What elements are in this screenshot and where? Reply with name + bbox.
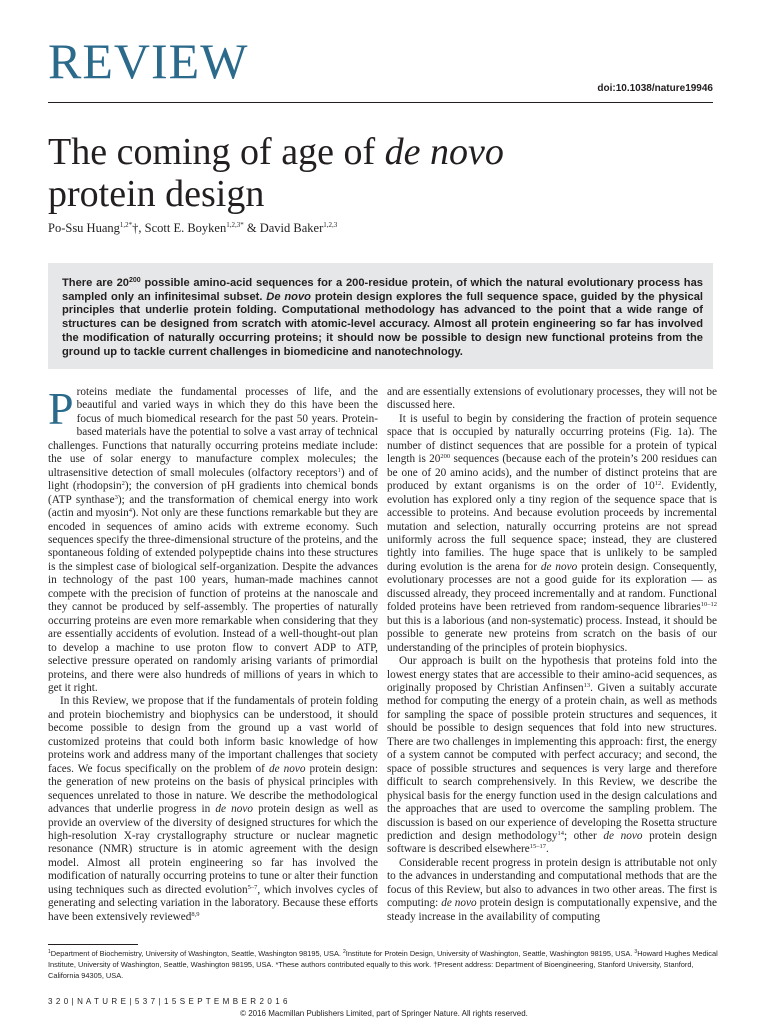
abstract-box bbox=[48, 263, 713, 369]
text-run: ). Not only are these functions remarkable but they are encoded in sequences of amino acids with extreme economy. Such sequences specify the three-dimensional structure of the proteins, and the spontaneous folding of extended polypeptide chains into these structures is the simplest case of biological self-organization. Despite the advances in technology of the past 100 years, human-made machines cannot compete with the precision of function of proteins at the nanoscale and they cannot be produced by self-assembly. The properties of naturally occurring proteins are even more remarkable when considering that they are essentially accidents of evolution. Instead of a well-thought-out plan to develop a machine to use proton flow to convert ADP to ATP, selective pressure operated on randomly arising variants of primordial proteins, and there were also hundreds of millions of years in which to get it right. bbox=[48, 507, 378, 694]
body-paragraph bbox=[48, 383, 378, 695]
text-run: ; other bbox=[563, 829, 604, 842]
affiliations bbox=[48, 948, 718, 981]
text-run: protein design as well as provide an overview of the diversity of designed structures for which the high-resolution X-ray crystallography structure or nuclear magnetic resonance (NMR) structure is in atomic agreement with the design model. Almost all protein engineering so far has involved the modification of naturally occurring proteins to tune or alter their function using techniques such as directed evolution bbox=[48, 803, 378, 896]
affiliation-text: Department of Biochemistry, University of Washington, Seattle, Washington 98195, USA. bbox=[50, 949, 343, 958]
text-run: . bbox=[546, 843, 549, 856]
copyright-notice: © 2016 Macmillan Publishers Limited, part of Springer Nature. All rights reserved. bbox=[240, 1009, 528, 1018]
affiliation-mark: 1 bbox=[48, 949, 51, 955]
text-run: roteins mediate the fundamental processes of life, and the beautiful and varied ways in which they do this have been the focus of much biomedical research for the past 50 years. Protein-based materials have the potential to solve a vast array of technical challenges. Functions that naturally occurring proteins mediate include: the use of solar energy to manufacture complex molecules; the ultrasensitive detection of small molecules (olfactory receptors bbox=[48, 386, 378, 479]
title-italic: de novo bbox=[384, 131, 504, 173]
italic-term: de novo bbox=[215, 803, 254, 816]
abstract-segment: possible amino-acid sequences for a 200-residue protein, of which the natural evolutionary process has sampled only an infinitesimal subset. bbox=[62, 277, 703, 303]
body-column-right bbox=[387, 386, 717, 924]
body-paragraph bbox=[48, 695, 378, 924]
abstract-text bbox=[62, 277, 703, 359]
author-marks: 1,2* bbox=[119, 221, 133, 229]
title-suffix: protein design bbox=[48, 173, 265, 215]
affiliation-text: Institute for Protein Design, University of Washington, Seattle, Washington 98195, USA. bbox=[345, 949, 635, 958]
body-paragraph bbox=[387, 655, 717, 857]
abstract-segment: protein design explores the full sequence space, guided by the physical principles that underlie protein folding. Computational methodology has advanced to the point that a wide range of structures can be designed from scratch with atomic-level accuracy. Almost all protein engineering so far has involved the modification of naturally occurring proteins; it should now be possible to design new functional proteins from the ground up to tackle current challenges in biomedicine and nanotechnology. bbox=[62, 290, 703, 358]
body-paragraph bbox=[387, 413, 717, 655]
italic-term: de novo bbox=[603, 829, 643, 842]
text-run: In this Review, we propose that if the fundamentals of protein folding and protein biochemistry and biophysics can be understood, it should become possible to design from the ground up a vast world of customized proteins that could both inform basic knowledge of how proteins work and address many of the important challenges that society faces. We focus specifically on the problem of bbox=[48, 695, 378, 775]
italic-term: de novo bbox=[268, 762, 306, 775]
author-separator: †, bbox=[132, 221, 145, 235]
affiliation-mark: 3 bbox=[634, 949, 638, 955]
affiliation-mark: 2 bbox=[342, 949, 346, 955]
reference-mark[interactable]: 1 bbox=[337, 466, 341, 474]
body-paragraph bbox=[387, 857, 717, 924]
text-run: . Given a suitably accurate method for computing the energy of a protein chain, as well as methods for sampling the space of possible protein structures and sequences, it should be possible to design sequences that fold into new structures. There are two challenges in implementing this approach: first, the energy of a system cannot be computed with perfect accuracy; and second, the space of possible structures and sequences is very large and therefore difficult to search comprehensively. In this Review, we describe the physical basis for the energy function used in the design calculations and the approaches that are used to overcome the sampling problem. The discussion is based on our experience of developing the Rosetta structure prediction and design methodology bbox=[387, 681, 717, 842]
reference-mark[interactable]: 5–7 bbox=[247, 883, 258, 891]
section-label: REVIEW bbox=[48, 33, 249, 89]
author-list bbox=[48, 221, 337, 236]
title-prefix: The coming of age of bbox=[48, 131, 385, 173]
author-marks: 1,2,3 bbox=[323, 221, 338, 229]
italic-term: de novo bbox=[441, 897, 477, 910]
italic-term: de novo bbox=[540, 560, 578, 573]
abstract-italic: De novo bbox=[266, 290, 311, 303]
superscript: 12 bbox=[654, 480, 662, 488]
text-run: , which involves cycles of generating and selecting variation in the laboratory. Because these efforts have been extensively reviewed bbox=[48, 883, 378, 923]
abstract-segment: There are 20 bbox=[62, 277, 129, 289]
text-run: but this is a laborious (and non-systematic) process. Instead, it should be possible to generate new proteins from scratch on the basis of our understanding of the principles of protein biophysics. bbox=[387, 614, 717, 654]
text-run: Considerable recent progress in protein design is attributable not only to the advances in understanding and computational methods that are the focus of this Review, but also to advances in two other areas. The first is computing: bbox=[387, 856, 717, 910]
text-run: protein design is computationally expensive, and the steady increase in the availability of computing bbox=[387, 897, 717, 923]
text-run: sequences (because each of the protein’s 200 residues can be one of 20 amino acids), and the number of distinct proteins that are produced by extant organisms is on the order of 10 bbox=[387, 453, 717, 493]
text-run: Our approach is built on the hypothesis that proteins fold into the lowest energy states that are accessible to their amino-acid sequences, as originally proposed by Christian Anfinsen bbox=[387, 655, 717, 694]
text-run: protein design: the generation of new proteins on the basis of physical principles with sequences unrelated to those in nature. We describe the methodological advances that underlie progress in bbox=[48, 762, 378, 816]
doi-link[interactable]: doi:10.1038/nature19946 bbox=[597, 83, 713, 94]
page-folio: 3 2 0 | N A T U R E | 5 3 7 | 1 5 S E P T E M B E R 2 0 1 6 bbox=[48, 997, 289, 1006]
author-name[interactable]: David Baker bbox=[259, 221, 324, 235]
reference-mark[interactable]: 2 bbox=[121, 480, 125, 488]
text-run: ); the conversion of pH gradients into chemical bonds (ATP synthase bbox=[48, 480, 378, 506]
reference-mark[interactable]: 3 bbox=[114, 493, 118, 501]
reference-mark[interactable]: 8,9 bbox=[191, 910, 200, 918]
author-marks: 1,2,3* bbox=[226, 221, 244, 229]
reference-mark[interactable]: 4 bbox=[128, 507, 132, 515]
reference-mark[interactable]: 15–17 bbox=[529, 843, 547, 851]
drop-cap: P bbox=[48, 383, 74, 434]
reference-mark[interactable]: 14 bbox=[557, 829, 564, 837]
text-run: protein design software is described elsewhere bbox=[387, 829, 717, 856]
article-title bbox=[48, 131, 688, 215]
superscript: 200 bbox=[440, 453, 451, 461]
reference-mark[interactable]: 10–12 bbox=[700, 601, 717, 609]
abstract-superscript: 200 bbox=[129, 277, 141, 284]
body-column-left bbox=[48, 383, 378, 924]
text-run: ); and the transformation of chemical energy into work (actin and myosin bbox=[48, 493, 378, 520]
author-separator: & bbox=[243, 221, 260, 235]
text-run: . Evidently, evolution has explored only a tiny region of the sequence space that is accessible to proteins. And because evolution proceeds by incremental mutation and selection, naturally occurring proteins are not spread uniformly across the full sequence space; instead, they are clustered tightly into families. The huge space that is unlikely to be sampled during evolution is the arena for bbox=[387, 480, 717, 573]
author-name[interactable]: Scott E. Boyken bbox=[144, 221, 227, 235]
affiliation-text: Howard Hughes Medical Institute, University of Washington, Seattle, Washington 98195, USA. *These authors contributed equally to this work. †Present address: Department of Bioengineering, Stanford University, Stanford, California 94305, USA. bbox=[48, 949, 718, 980]
reference-mark[interactable]: 13 bbox=[583, 681, 591, 689]
body-paragraph: and are essentially extensions of evolutionary processes, they will not be discussed here. bbox=[387, 386, 717, 412]
footnote-rule bbox=[48, 944, 138, 945]
header-rule bbox=[48, 102, 713, 103]
author-name[interactable]: Po-Ssu Huang bbox=[48, 221, 120, 235]
text-run: protein design. Consequently, evolutionary processes are not a good guide for its exploration — as discussed already, they proceed incrementally and at random. Functional folded proteins have been retrieved from random-sequence libraries bbox=[387, 560, 717, 614]
text-run: ) and of light (rhodopsin bbox=[48, 466, 378, 493]
text-run: It is useful to begin by considering the fraction of protein sequence space that is occupied by naturally occurring proteins (Fig. 1a). The number of distinct sequences that are possible for a protein of typical length is 20 bbox=[387, 412, 717, 466]
